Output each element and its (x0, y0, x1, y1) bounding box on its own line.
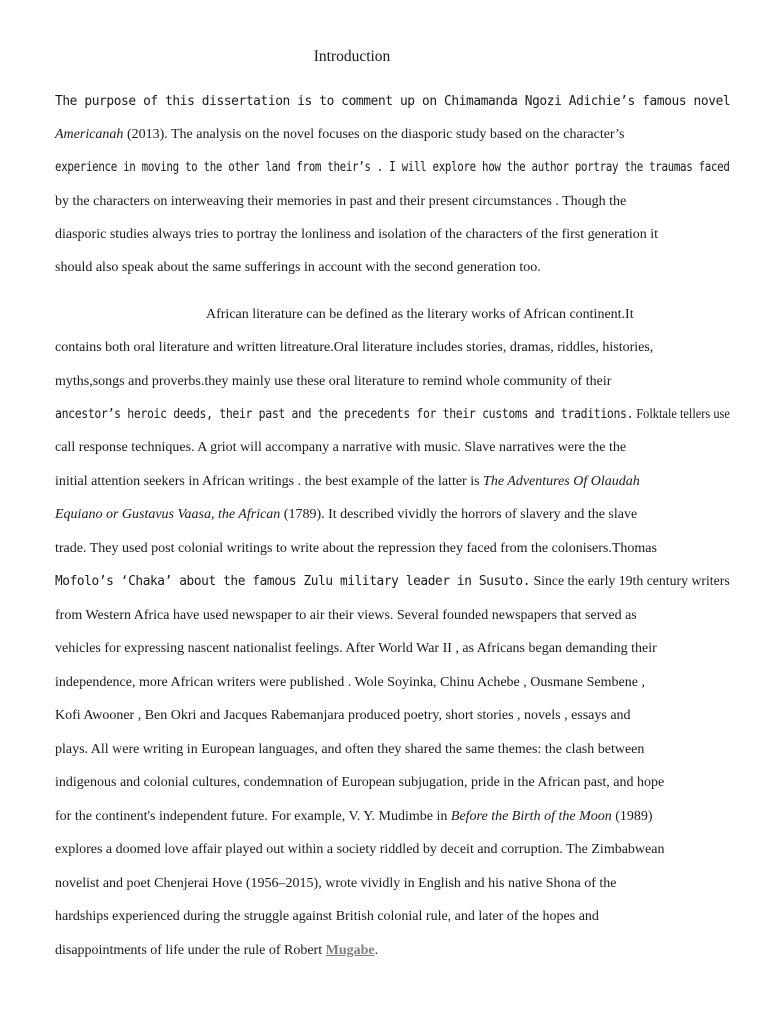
text-run: The purpose of this dissertation is to comment up on Chimamanda Ngozi Adichie’s famous novel (55, 94, 731, 109)
paragraph-2-line-12 (55, 674, 645, 692)
text-run: Since the early 19th century writers (530, 574, 730, 589)
paragraph-2-line-15 (55, 774, 664, 792)
paragraph-2-line-10 (55, 607, 637, 625)
text-run: for the continent's independent future. For example, V. Y. Mudimbe in (55, 809, 451, 824)
paragraph-2-line-2 (55, 339, 653, 357)
paragraph-2-line-8 (55, 540, 657, 558)
novel-title: Americanah (55, 127, 124, 142)
paragraph-2-line-19 (55, 908, 599, 926)
paragraph-1-line-1 (55, 93, 730, 111)
text-run: myths,songs and proverbs.they mainly use these oral literature to remind whole community of their (55, 374, 612, 389)
paragraph-2-line-20 (55, 942, 378, 960)
paragraph-2-line-18 (55, 875, 616, 893)
text-run: indigenous and colonial cultures, condemnation of European subjugation, pride in the African past, and hope (55, 775, 665, 790)
paragraph-2-line-3 (55, 373, 611, 391)
paragraph-1-line-6 (55, 259, 541, 277)
text-run: (1789). It described vividly the horrors of slavery and the slave (280, 507, 638, 522)
text-run: independence, more African writers were published . Wole Soyinka, Chinu Achebe , Ousmane Sembene , (55, 675, 645, 690)
book-title: Equiano or Gustavus Vaasa, the African (55, 507, 281, 522)
paragraph-2-line-16 (55, 808, 653, 826)
paragraph-2-line-11 (55, 640, 657, 658)
text-run: call response techniques. A griot will accompany a narrative with music. Slave narratives were the the (55, 440, 627, 455)
text-run: explores a doomed love affair played out within a society riddled by deceit and corruption. The Zimbabwean (55, 842, 665, 857)
mugabe-link[interactable]: Mugabe (325, 943, 375, 958)
text-run: Folktale tellers use (633, 407, 730, 422)
paragraph-1-line-3 (55, 159, 730, 177)
paragraph-2-line-6 (55, 473, 640, 491)
text-run: plays. All were writing in European languages, and often they shared the same themes: the clash between (55, 742, 645, 757)
paragraph-1-line-4 (55, 193, 626, 211)
text-run: diasporic studies always tries to portray the lonliness and isolation of the characters of the first generation it (55, 227, 658, 242)
page-title: Introduction (313, 48, 391, 65)
paragraph-1-line-5 (55, 226, 658, 244)
paragraph-2-line-7 (55, 506, 637, 524)
text-run: initial attention seekers in African writings . the best example of the latter is (55, 474, 484, 489)
paragraph-2-line-4 (55, 406, 730, 424)
paragraph-2-line-5 (55, 439, 626, 457)
paragraph-1-line-2 (55, 126, 624, 144)
text-run: African literature can be defined as the literary works of African continent.It (206, 307, 634, 322)
text-run: should also speak about the same sufferings in account with the second generation too. (55, 260, 541, 275)
text-run: . (374, 943, 379, 958)
text-run: experience in moving to the other land from their’s . I will explore how the author portray the traumas faced (55, 160, 730, 175)
paragraph-2-line-14 (55, 741, 644, 759)
text-run: novelist and poet Chenjerai Hove (1956–2015), wrote vividly in English and his native Shona of the (55, 876, 617, 891)
text-run: Kofi Awooner , Ben Okri and Jacques Rabemanjara produced poetry, short stories , novels , essays and (55, 708, 631, 723)
text-run: trade. They used post colonial writings to write about the repression they faced from the colonisers.Thomas (55, 541, 657, 556)
text-run: contains both oral literature and written litreature.Oral literature includes stories, dramas, riddles, histories, (55, 340, 654, 355)
paragraph-2-line-17 (55, 841, 664, 859)
paragraph-2-line-9 (55, 573, 730, 591)
text-run: by the characters on interweaving their memories in past and their present circumstances . Though the (55, 194, 627, 209)
text-run: disappointments of life under the rule of Robert (55, 943, 326, 958)
text-run: (1989) (611, 809, 653, 824)
paragraph-2-line-13 (55, 707, 631, 725)
text-run: (2013). The analysis on the novel focuses on the diasporic study based on the character’s (123, 127, 625, 142)
text-run: ancestor’s heroic deeds, their past and the precedents for their customs and traditions. (55, 407, 634, 422)
text-run: Mofolo’s ‘Chaka’ about the famous Zulu military leader in Susuto. (55, 574, 531, 589)
book-title: The Adventures Of Olaudah (483, 474, 640, 489)
text-run: hardships experienced during the struggle against British colonial rule, and later of the hopes and (55, 909, 599, 924)
paragraph-2-line-1 (206, 306, 634, 324)
text-run: from Western Africa have used newspaper to air their views. Several founded newspapers that served as (55, 608, 637, 623)
book-title: Before the Birth of the Moon (450, 809, 612, 824)
text-run: vehicles for expressing nascent nationalist feelings. After World War II , as Africans began demanding their (55, 641, 657, 656)
